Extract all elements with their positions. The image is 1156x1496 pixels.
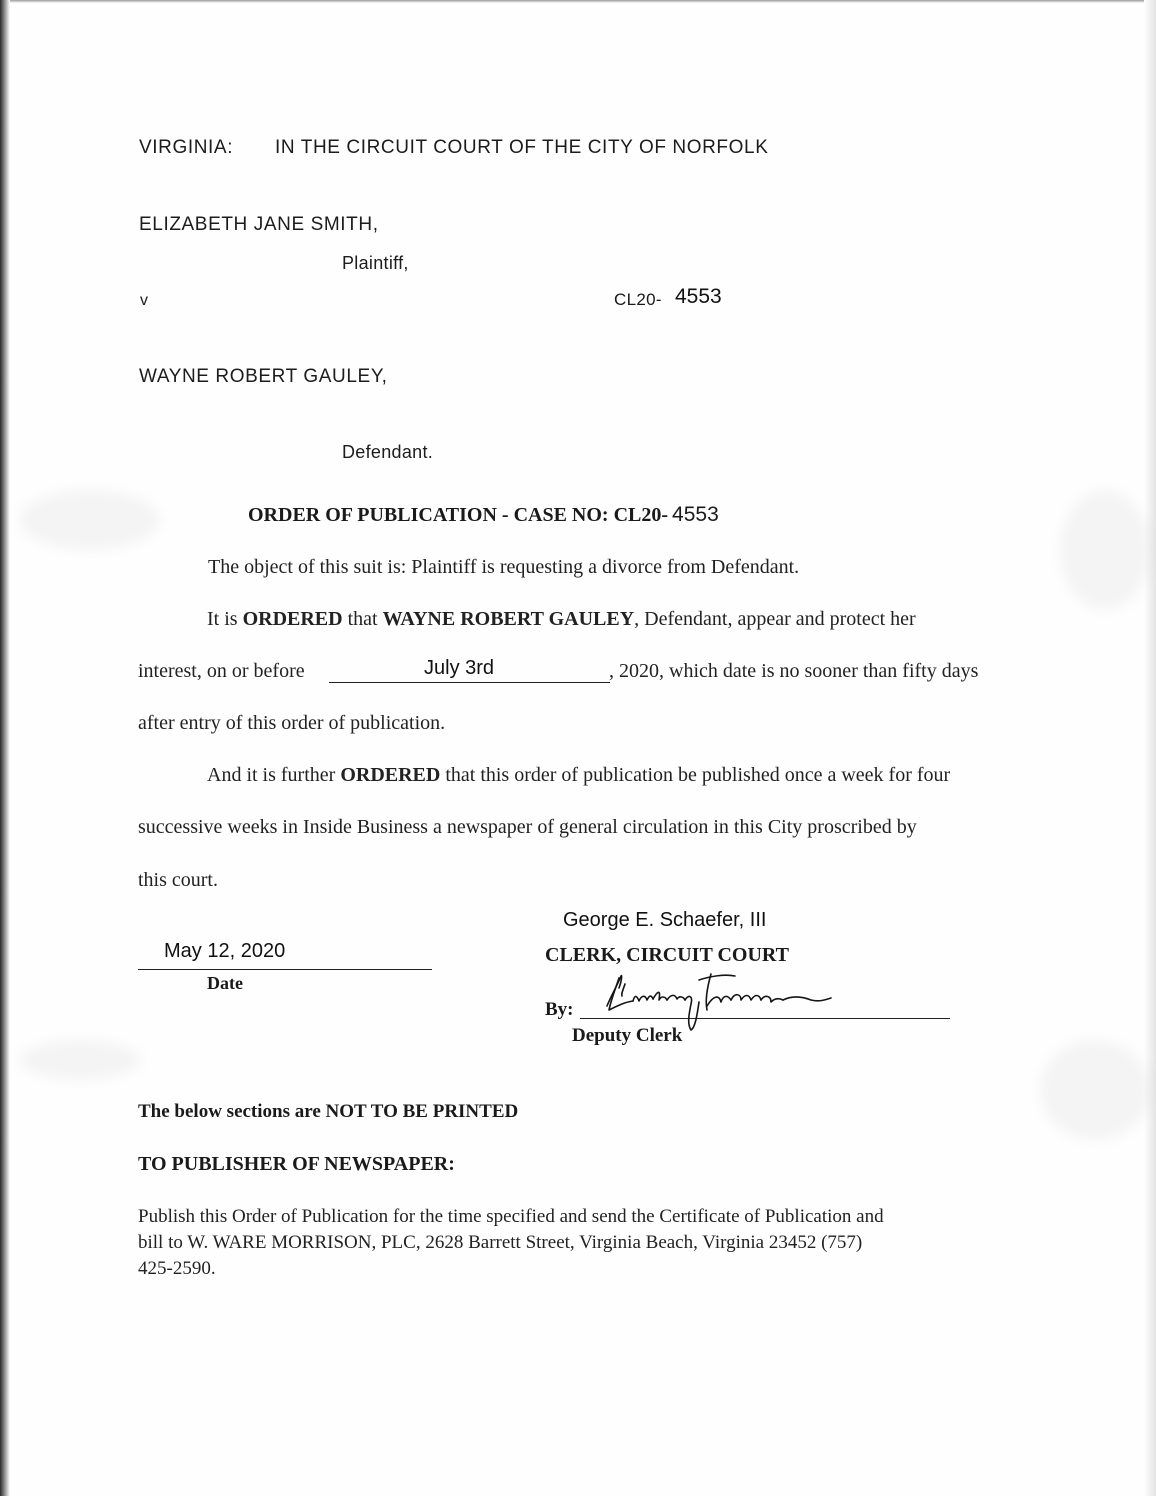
defendant-name: WAYNE ROBERT GAULEY, (139, 366, 388, 387)
clerk-title: CLERK, CIRCUIT COURT (545, 944, 789, 966)
appear-date-filled: July 3rd (424, 657, 495, 679)
versus-label: v (140, 292, 149, 309)
deputy-clerk-label: Deputy Clerk (572, 1025, 683, 1046)
order-paragraph-line3: after entry of this order of publication. (138, 712, 446, 734)
publisher-instructions-line3: 425-2590. (138, 1258, 216, 1279)
suit-object-line: The object of this suit is: Plaintiff is requesting a divorce from Defendant. (208, 556, 800, 578)
text-further: And it is further (207, 764, 341, 786)
plaintiff-label: Plaintiff, (342, 253, 409, 273)
ordered-emphasis: ORDERED (242, 608, 343, 630)
publisher-heading: TO PUBLISHER OF NEWSPAPER: (138, 1153, 455, 1175)
order-paragraph-line1 (207, 608, 916, 631)
order-paragraph-line2-start: interest, on or before (138, 660, 305, 682)
caption-state: VIRGINIA: (139, 137, 234, 158)
text-publish: that this order of publication be published once a week for four (440, 764, 951, 786)
text-it-is: It is (207, 608, 243, 630)
defendant-emphasis: WAYNE ROBERT GAULEY (382, 608, 635, 630)
title-case-number: 4553 (672, 503, 719, 526)
clerk-name-filled: George E. Schaefer, III (563, 909, 767, 931)
by-label: By: (545, 999, 574, 1020)
order-paragraph-line2-end: , 2020, which date is no sooner than fifty days (609, 660, 979, 682)
scan-edge-right (1144, 0, 1156, 1496)
scan-edge-left (0, 0, 10, 1496)
caption-court: IN THE CIRCUIT COURT OF THE CITY OF NORFOLK (275, 137, 769, 158)
publisher-instructions-line2: bill to W. WARE MORRISON, PLC, 2628 Barrett Street, Virginia Beach, Virginia 23452 (757) (138, 1232, 863, 1253)
scan-smudge (1060, 490, 1150, 610)
entry-date-filled: May 12, 2020 (164, 940, 286, 962)
scan-smudge (20, 1040, 140, 1080)
publish-paragraph-line3: this court. (138, 869, 218, 891)
not-printed-notice: The below sections are NOT TO BE PRINTED (138, 1101, 519, 1122)
case-prefix: CL20- (614, 290, 662, 309)
date-line (138, 969, 432, 970)
plaintiff-name: ELIZABETH JANE SMITH, (139, 214, 379, 235)
text-appear: , Defendant, appear and protect her (634, 608, 916, 630)
title-text: ORDER OF PUBLICATION - CASE NO: CL20- (248, 504, 669, 526)
scan-smudge (1040, 1040, 1150, 1140)
publish-paragraph-line1 (207, 764, 950, 787)
publish-paragraph-line2: successive weeks in Inside Business a newspaper of general circulation in this City proscribed by (138, 816, 917, 838)
publisher-instructions-line1: Publish this Order of Publication for the time specified and send the Certificate of Publication and (138, 1206, 884, 1227)
ordered-emphasis-2: ORDERED (340, 764, 441, 786)
scan-smudge (20, 490, 160, 550)
text-that: that (342, 608, 383, 630)
scan-edge-top (0, 0, 1156, 3)
appear-date-blank-line (329, 682, 610, 683)
defendant-label: Defendant. (342, 442, 434, 462)
case-number-filled: 4553 (675, 285, 722, 308)
date-label: Date (207, 973, 243, 993)
document-title (248, 503, 719, 527)
